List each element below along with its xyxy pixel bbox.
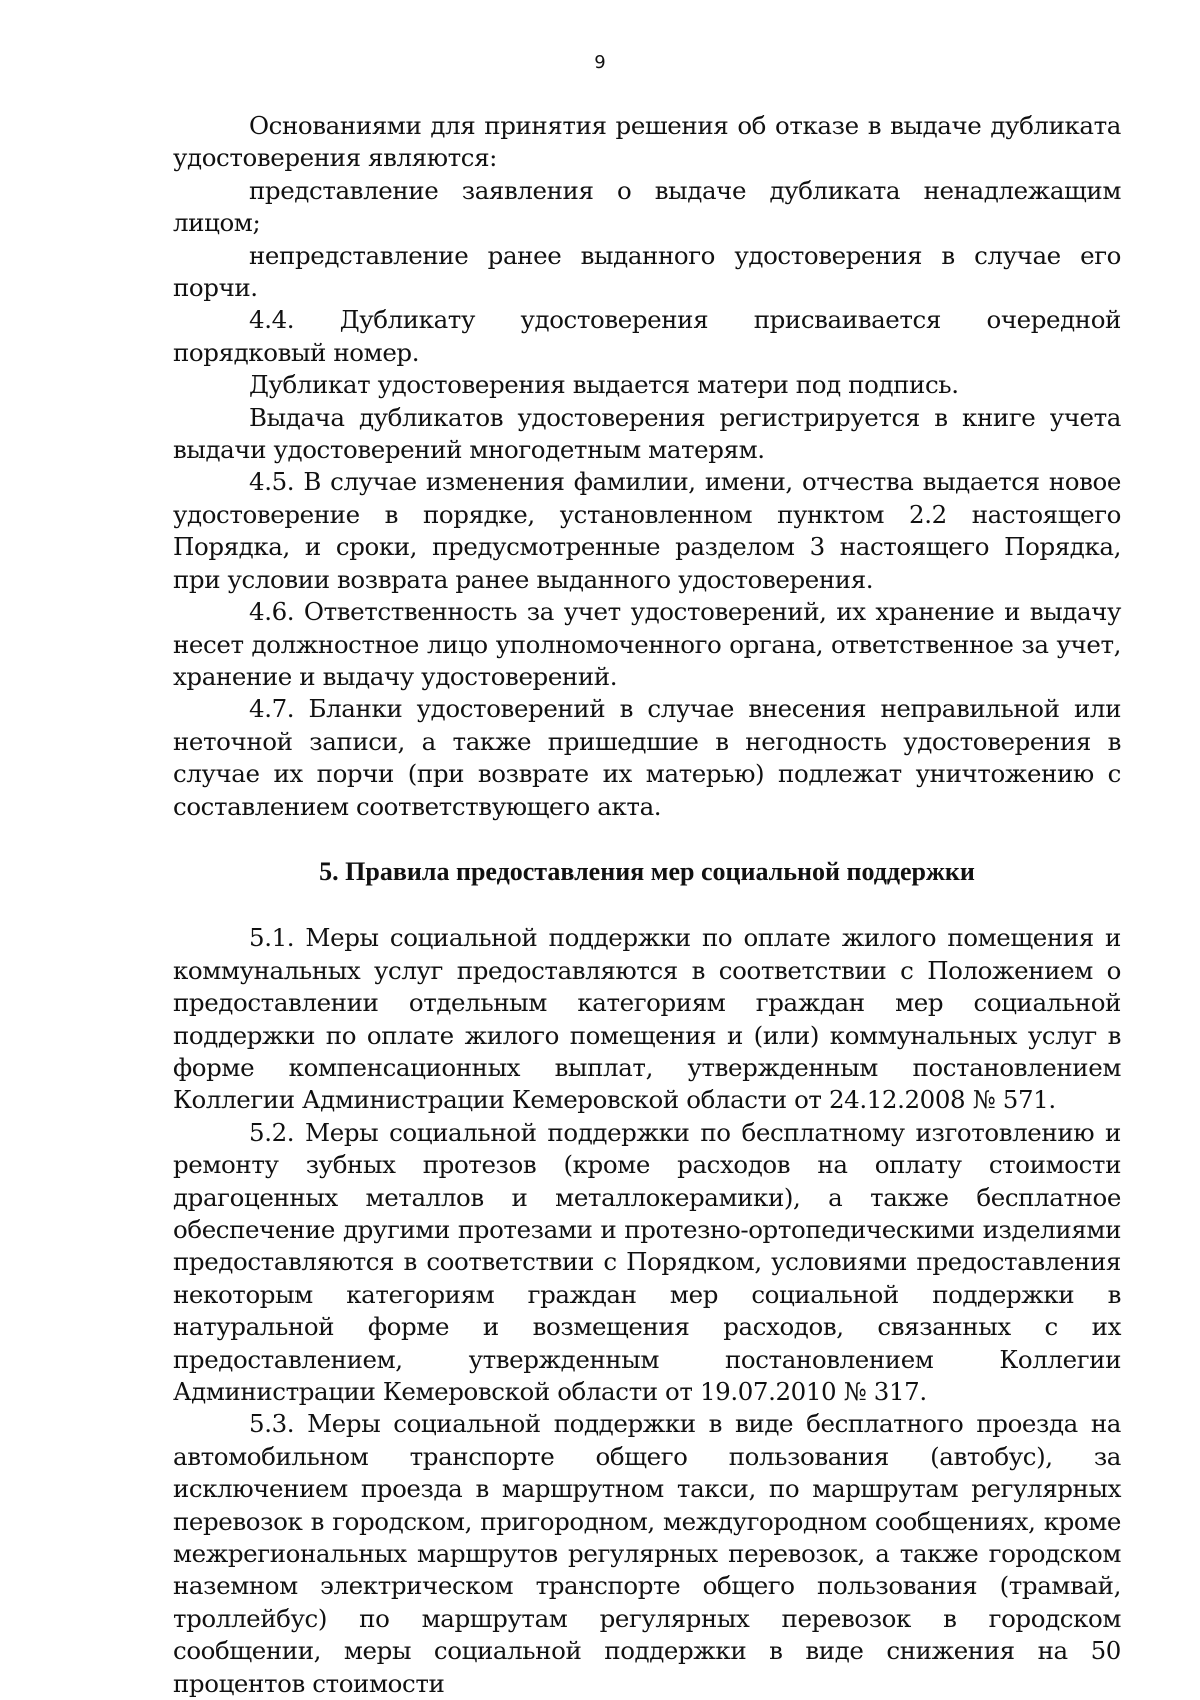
paragraph: представление заявления о выдаче дубликата ненадлежащим лицом;: [173, 175, 1121, 238]
paragraph: 4.6. Ответственность за учет удостоверений, их хранение и выдачу несет должностное лицо уполномоченного органа, ответственное за учет, хранение и выдачу удостоверений.: [173, 597, 1121, 691]
paragraph: Дубликат удостоверения выдается матери под подпись.: [249, 370, 959, 400]
paragraph: Выдача дубликатов удостоверения регистрируется в книге учета выдачи удостоверений многодетным матерям.: [173, 402, 1121, 465]
paragraph: 5.3. Меры социальной поддержки в виде бесплатного проезда на автомобильном транспорте общего пользования (автобус), за исключением проезда в маршрутном такси, по маршрутам регулярных перевозок в городском, пригородном, междугородном сообщениях, кроме межрегиональных маршрутов регулярных перевозок, а также городском наземном электрическом транспорте общего пользования (трамвай, троллейбус) по маршрутам регулярных перевозок в городском сообщении, меры социальной поддержки в виде снижения на 50 процентов стоимости: [173, 1409, 1121, 1698]
paragraph: 5.2. Меры социальной поддержки по бесплатному изготовлению и ремонту зубных протезов (кроме расходов на оплату стоимости драгоценных металлов и металлокерамики), а также бесплатное обеспечение другими протезами и протезно-ортопедическими изделиями предоставляются в соответствии с Порядком, условиями предоставления некоторым категориям граждан мер социальной поддержки в натуральной форме и возмещения расходов, связанных с их предоставлением, утвержденным постановлением Коллегии Администрации Кемеровской области от 19.07.2010 № 317.: [173, 1117, 1121, 1407]
paragraph: Основаниями для принятия решения об отказе в выдаче дубликата удостоверения являются:: [173, 111, 1121, 173]
paragraph: 4.5. В случае изменения фамилии, имени, отчества выдается новое удостоверение в порядке, установленном пунктом 2.2 настоящего Порядка, и сроки, предусмотренные разделом 3 настоящего Порядка, при условии возврата ранее выданного удостоверения.: [173, 467, 1121, 594]
paragraph: 4.7. Бланки удостоверений в случае внесения неправильной или неточной записи, а также пришедшие в негодность удостоверения в случае их порчи (при возврате их матерью) подлежат уничтожению с составлением соответствующего акта.: [173, 694, 1121, 821]
page-number: 9: [594, 52, 606, 73]
paragraph: 4.4. Дубликату удостоверения присваивается очередной порядковый номер.: [173, 305, 1121, 367]
document-body: [173, 110, 1121, 1700]
paragraph: непредставление ранее выданного удостоверения в случае его порчи.: [173, 240, 1121, 303]
paragraph: 5.1. Меры социальной поддержки по оплате жилого помещения и коммунальных услуг предоставляются в соответствии с Положением о предоставлении отдельным категориям граждан мер социальной поддержки по оплате жилого помещения и (или) коммунальных услуг в форме компенсационных выплат, утвержденным постановлением Коллегии Администрации Кемеровской области от 24.12.2008 № 571.: [173, 923, 1121, 1115]
section-heading: 5. Правила предоставления мер социальной поддержки: [319, 856, 975, 886]
